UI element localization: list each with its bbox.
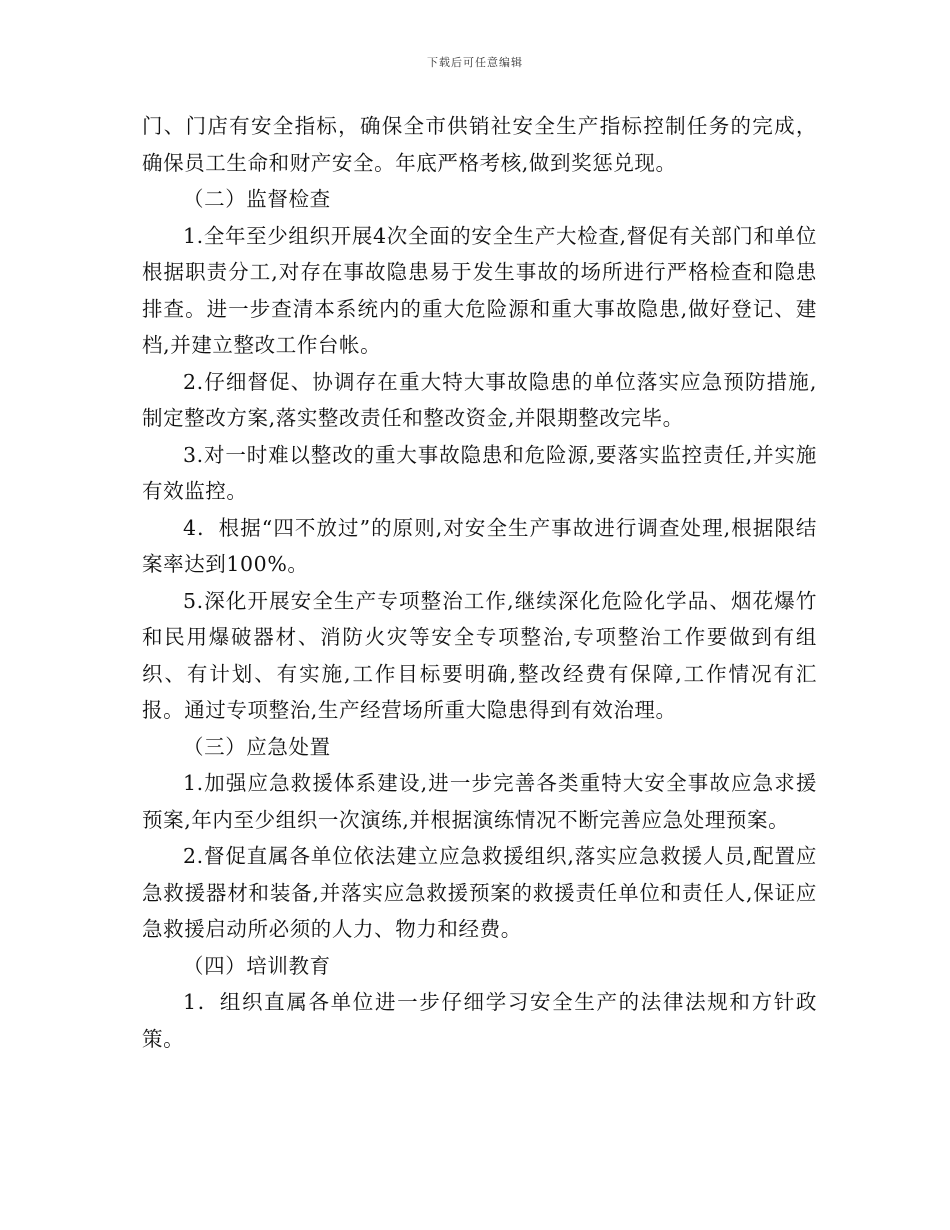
paragraph-item: 1.全年至少组织开展4次全面的安全生产大检查,督促有关部门和单位根据职责分工,对存在事故隐患易于发生事故的场所进行严格检查和隐患排查。进一步查清本系统内的重大危险源和重大事故隐患,做好登记、建档,并建立整改工作台帐。 <box>142 223 817 357</box>
paragraph-item: 2.仔细督促、协调存在重大特大事故隐患的单位落实应急预防措施,制定整改方案,落实整改责任和整改资金,并限期整改完毕。 <box>142 369 817 430</box>
paragraph-item: 5.深化开展安全生产专项整治工作,继续深化危险化学品、烟花爆竹和民用爆破器材、消防火灾等安全专项整治,专项整治工作要做到有组织、有计划、有实施,工作目标要明确,整改经费有保障,工作情况有汇报。通过专项整治,生产经营场所重大隐患得到有效治理。 <box>142 588 817 722</box>
section-heading-training: （四）培训教育 <box>183 953 331 978</box>
section-heading-emergency: （三）应急处置 <box>183 734 331 759</box>
paragraph-item: 1.加强应急救援体系建设,进一步完善各类重特大安全事故应急求援预案,年内至少组织一次演练,并根据演练情况不断完善应急处理预案。 <box>142 771 817 832</box>
document-body <box>142 108 817 1057</box>
paragraph-item: 4．根据“四不放过”的原则,对安全生产事故进行调查处理,根据限结案率达到100%。 <box>142 515 817 576</box>
paragraph-continuation: 门、门店有安全指标，确保全市供销社安全生产指标控制任务的完成，确保员工生命和财产安全。年底严格考核,做到奖惩兑现。 <box>142 114 817 175</box>
section-heading-supervision: （二）监督检查 <box>183 187 331 211</box>
paragraph-item: 2.督促直属各单位依法建立应急救援组织,落实应急救援人员,配置应急救援器材和装备,并落实应急救援预案的救援责任单位和责任人,保证应急救援启动所必须的人力、物力和经费。 <box>142 844 817 941</box>
page-header: 下载后可任意编辑 <box>427 56 523 69</box>
paragraph-item: 1．组织直属各单位进一步仔细学习安全生产的法律法规和方针政策。 <box>142 990 817 1051</box>
paragraph-item: 3.对一时难以整改的重大事故隐患和危险源,要落实监控责任,并实施有效监控。 <box>142 442 817 503</box>
